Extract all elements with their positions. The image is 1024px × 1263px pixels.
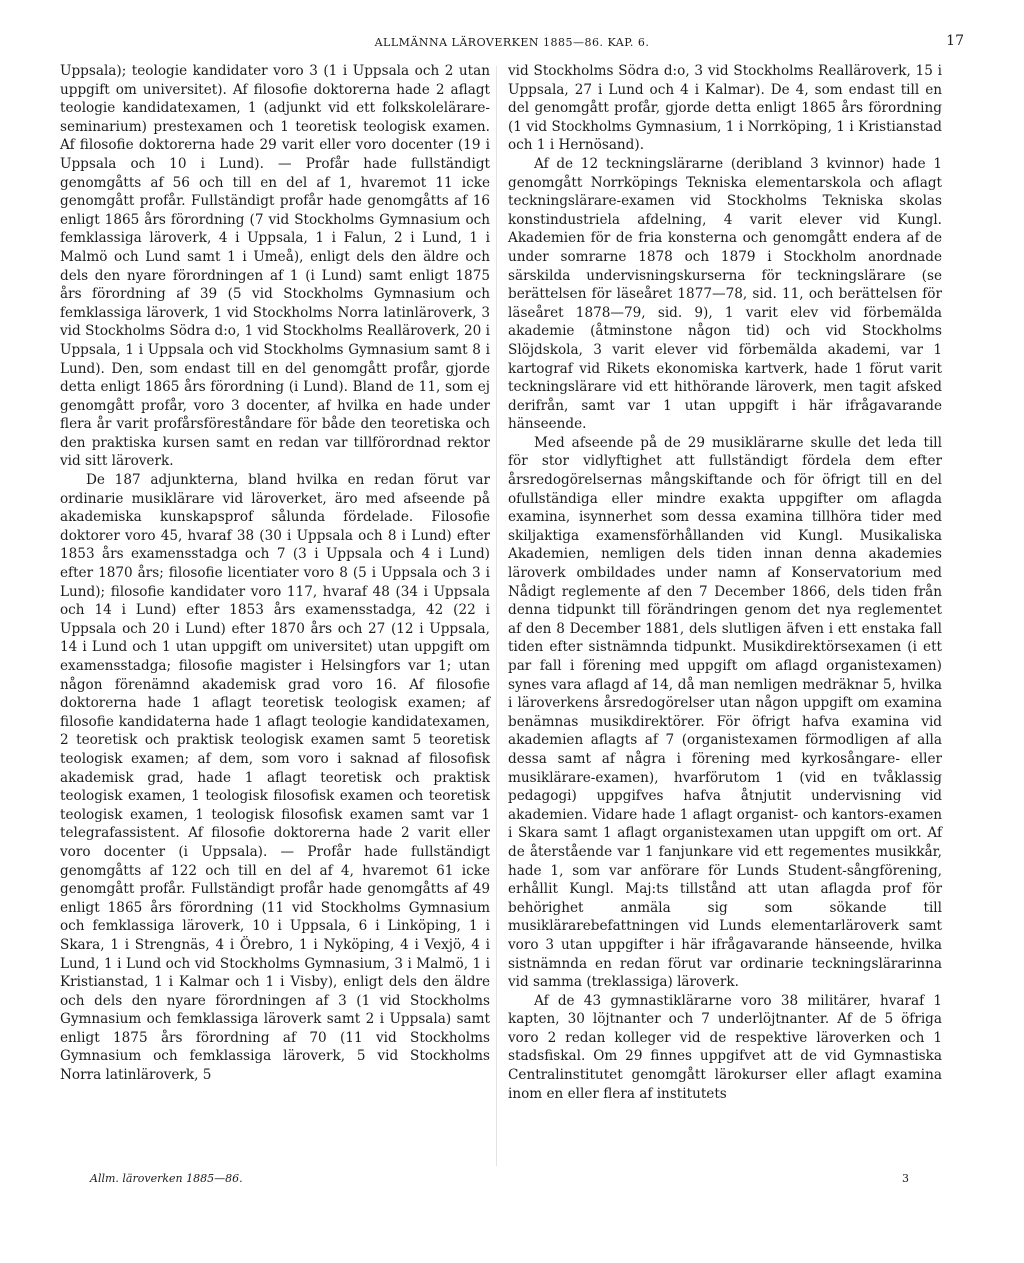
running-head: ALLMÄNNA LÄROVERKEN 1885—86. KAP. 6. <box>374 36 650 49</box>
paragraph: Med afseende på de 29 musiklärarne skulle det leda till för stor vidlyftighet att fullständigt fördela dem efter årsredogörelsernas mångskiftande och för öfrigt till en del ofullständiga eller mindre exakta uppgifter om aflagda examina, isynnerhet som dessa examina tillhöra tider med skiljaktiga examensförhållanden vid Kungl. Musikaliska Akademien, nemligen dels tiden innan denna akademies läroverk ombildades under namn af Konservatorium med Nådigt reglemente af den 7 December 1866, dels tiden från denna tidpunkt till förändringen genom det nya reglementet af den 8 December 1881, dels slutligen äfven i ett enstaka fall tiden efter sistnämnda tidpunkt. Musikdirektörsexamen (i ett par fall i förening med uppgift om aflagd organistexamen) synes vara aflagd af 14, då man nemligen medräknar 5, hvilka i läroverkens årsredogörelser utan någon uppgift om examina benämnas musikdirektörer. För öfrigt hafva examina vid akademien aflagts af 7 (organistexamen förmodligen af alla dessa samt af några i förening med kyrkosångare- eller musiklärare-examen), hvarförutom 1 (vid en tvåklassig pedagogi) uppgifves hafva åtnjutit undervisning vid akademien. Vidare hade 1 aflagt organist- och kantors-examen i Skara samt 1 aflagt organistexamen utan uppgift om ort. Af de återstående var 1 fanjunkare vid ett regementes musikkår, hade 1, som var anförare för Lunds Student-sångförening, erhållit Kungl. Maj:ts tillstånd att utan aflagda prof för behörighet anmäla sig som sökande till musiklärarebefattningen vid Lunds elementarläroverk samt voro 3 utan uppgifter i här ifrågavarande hänseende, hvilka sistnämnda en redan förut var ordinarie teckningslärarinna vid samma (treklassiga) läroverk. <box>508 434 942 991</box>
paragraph: vid Stockholms Södra d:o, 3 vid Stockholms Realläroverk, 15 i Uppsala, 27 i Lund och 4 i Kalmar). De 4, som endast till en del genomgått profår, gjorde detta enligt 1865 års förordning (1 vid Stockholms Gymnasium, 1 i Norrköping, 1 i Kristianstad och 1 i Hernösand). <box>508 63 942 154</box>
page-footer <box>60 1172 964 1190</box>
paragraph: Af de 12 teckningslärarne (deribland 3 kvinnor) hade 1 genomgått Norrköpings Tekniska elementarskola och aflagt teckningslärare-examen vid Stockholms Tekniska skolas konstindustriela afdelning, 4 varit elever vid Kungl. Akademien för de fria konsterna och genomgått endera af de under somrarne 1878 och 1879 i Stockholm anordnade särskilda undervisningskurserna för teckningslärare (se berättelsen för läseåret 1877—78, sid. 11, och berättelsen för läseåret 1878—79, sid. 9), 1 varit elev vid förbemälda akademie (åtminstone någon tid) och vid Stockholms Slöjdskola, 3 varit elever vid förbemälda akademi, var 1 kartograf vid Rikets ekonomiska kartverk, hade 1 förut varit teckningslärare vid ett hithörande läroverk, men tagit afsked derifrån, samt var 1 utan uppgift i här ifrågavarande hänseende. <box>508 155 942 433</box>
column-divider <box>496 66 497 1166</box>
page-header <box>60 33 964 54</box>
paragraph: Af de 43 gymnastiklärarne voro 38 militärer, hvaraf 1 kapten, 30 löjtnanter och 7 underlöjtnanter. Af de 5 öfriga voro 2 redan kolleger vid de respektive läroverken och 1 stadsfiskal. Om 29 finnes uppgifvet att de vid Gymnastiska Centralinstitutet genomgått lärokurser eller aflagt examina inom en eller flera af institutets <box>508 992 942 1102</box>
left-column <box>60 62 490 1085</box>
sheet-number: 3 <box>902 1172 909 1185</box>
sheet-signature: Allm. läroverken 1885—86. <box>90 1172 243 1185</box>
page-number: 17 <box>946 33 964 49</box>
paragraph: Uppsala); teologie kandidater voro 3 (1 i Uppsala och 2 utan uppgift om universitet). Af filosofie doktorerna hade 2 aflagt teologie kandidatexamen, 1 (adjunkt vid ett folkskolelärare-seminarium) prestexamen och 1 teoretisk teologisk examen. Af filosofie doktorerna hade 29 varit eller voro docenter (19 i Uppsala och 10 i Lund). — Profår hade fullständigt genomgåtts af 56 och till en del af 1, hvaremot 11 icke genomgått profår. Fullständigt profår hade genomgåtts af 16 enligt 1865 års förordning (7 vid Stockholms Gymnasium och femklassiga läroverk, 4 i Uppsala, 1 i Falun, 2 i Lund, 1 i Malmö och Lund samt 1 i Umeå), enligt dels den äldre och dels den nyare förordningen af 1 (i Lund) samt enligt 1875 års förordning af 39 (5 vid Stockholms Gymnasium och femklassiga läroverk, 1 vid Stockholms Norra latinläroverk, 3 vid Stockholms Södra d:o, 1 vid Stockholms Realläroverk, 20 i Uppsala, 1 i Uppsala och vid Stockholms Gymnasium samt 8 i Lund). Den, som endast till en del genomgått profår, gjorde detta enligt 1865 års förordning (i Lund). Bland de 11, som ej genomgått profår, voro 3 docenter, af hvilka en hade under flera år varit profårsföreståndare för både den teoretiska och den praktiska kursen samt en redan var tillförordnad rektor vid sitt läroverk. <box>60 63 490 470</box>
right-column <box>508 62 942 1103</box>
paragraph: De 187 adjunkterna, bland hvilka en redan förut var ordinarie musiklärare vid läroverket, äro med afseende på akademiska kunskapsprof sålunda fördelade. Filosofie doktorer voro 45, hvaraf 38 (30 i Uppsala och 8 i Lund) efter 1853 års examensstadga och 7 (3 i Uppsala och 4 i Lund) efter 1870 års; filosofie licentiater voro 8 (5 i Uppsala och 3 i Lund); filosofie kandidater voro 117, hvaraf 48 (34 i Uppsala och 14 i Lund) efter 1853 års examensstadga, 42 (22 i Uppsala och 20 i Lund) efter 1870 års och 27 (12 i Uppsala, 14 i Lund och 1 utan uppgift om universitet) utan uppgift om examensstadga; filosofie magister i Helsingfors var 1; utan någon förenämnd akademisk grad voro 16. Af filosofie doktorerna hade 1 aflagt teoretisk teologisk examen; af filosofie kandidaterna hade 1 aflagt teologie kandidatexamen, 2 teoretisk och praktisk teologisk examen samt 5 teoretisk teologisk examen; af dem, som voro i saknad af filosofisk akademisk grad, hade 1 aflagt teoretisk och praktisk teologisk examen, 1 teologisk filosofisk examen och teoretisk teologisk examen, 1 teologisk filosofisk examen samt var 1 telegrafassistent. Af filosofie doktorerna hade 2 varit eller voro docenter (i Uppsala). — Profår hade fullständigt genomgåtts af 122 och till en del af 4, hvaremot 61 icke genomgått profår. Fullständigt profår hade genomgåtts af 49 enligt 1865 års förordning (11 vid Stockholms Gymnasium och femklassiga läroverk, 10 i Uppsala, 6 i Linköping, 1 i Skara, 1 i Strengnäs, 4 i Örebro, 1 i Nyköping, 4 i Vexjö, 4 i Lund, 1 i Lund och vid Stockholms Gymnasium, 3 i Malmö, 1 i Kristianstad, 1 i Kalmar och 1 i Visby), enligt dels den äldre och dels den nyare förordningen af 3 (1 vid Stockholms Gymnasium och femklassiga läroverk samt 2 i Uppsala) samt enligt 1875 års förordning af 70 (11 vid Stockholms Gymnasium och femklassiga läroverk, 5 vid Stockholms Norra latinläroverk, 5 <box>60 472 490 1084</box>
